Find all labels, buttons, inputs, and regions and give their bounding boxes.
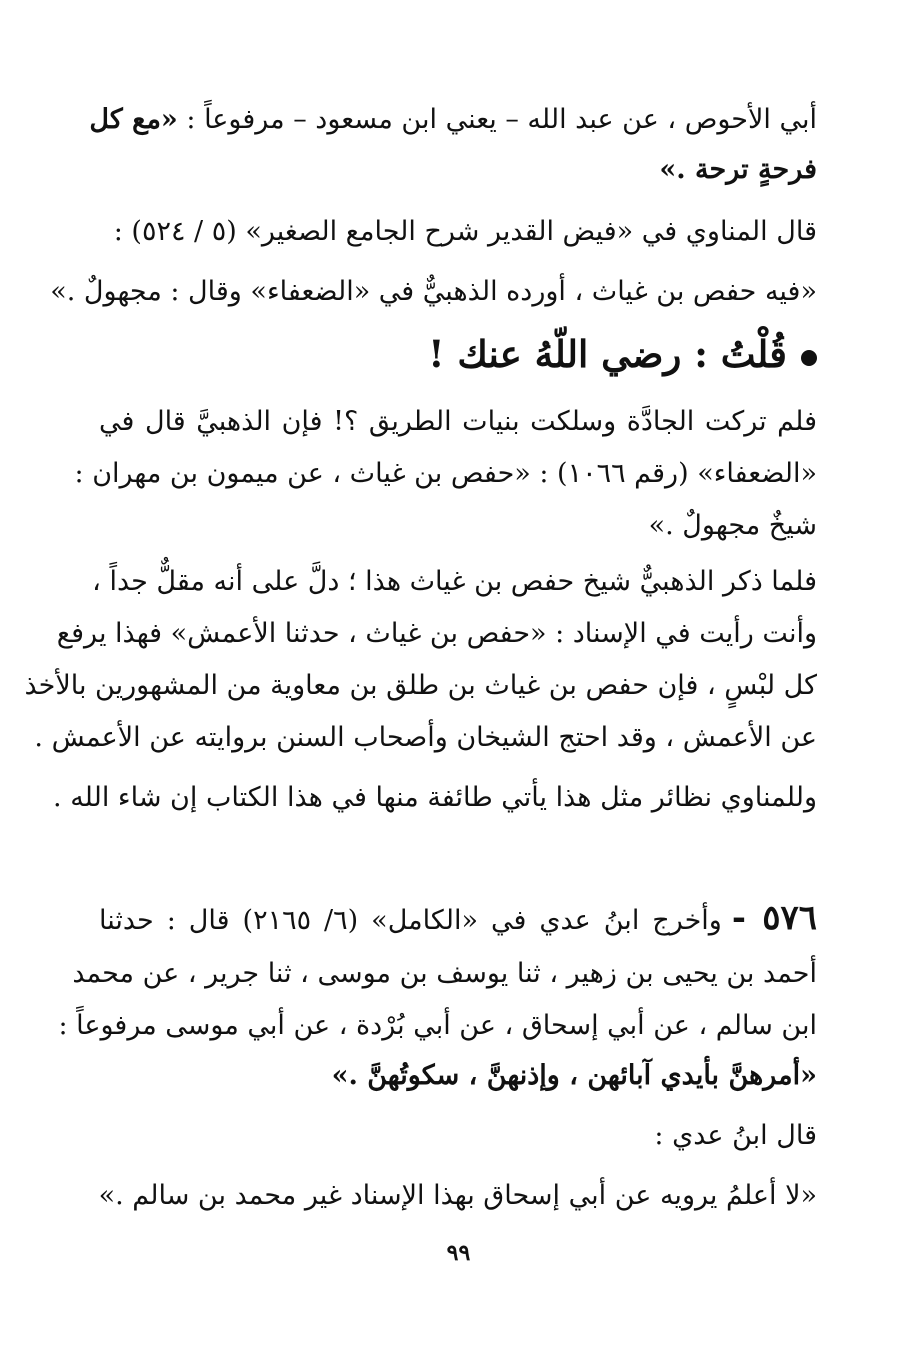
page-number: ٩٩ bbox=[446, 1240, 471, 1266]
text-line: شيخٌ مجهولٌ .» bbox=[648, 510, 817, 541]
bullet-icon bbox=[801, 350, 817, 366]
text-line: «لا أعلمُ يرويه عن أبي إسحاق بهذا الإسناد غير محمد بن سالم .» bbox=[98, 1180, 817, 1211]
quote-bold: «مع كل bbox=[89, 104, 178, 135]
text-line: أحمد بن يحيى بن زهير ، ثنا يوسف بن موسى ، ثنا جرير ، عن محمد bbox=[72, 958, 817, 989]
quote-bold-line: «أمرهنَّ بأيدي آبائهن ، وإذنهنَّ ، سكوتُهنَّ .» bbox=[331, 1060, 817, 1091]
text-line: «الضعفاء» (رقم ١٠٦٦) : «حفص بن غياث ، عن ميمون بن مهران : bbox=[74, 458, 817, 489]
text-line: فلم تركت الجادَّة وسلكت بنيات الطريق ؟! فإن الذهبيَّ قال في bbox=[99, 406, 817, 437]
text-line: وللمناوي نظائر مثل هذا يأتي طائفة منها في هذا الكتاب إن شاء الله . bbox=[53, 782, 817, 813]
text-run: أبي الأحوص ، عن عبد الله – يعني ابن مسعود – مرفوعاً : bbox=[177, 104, 817, 135]
text-line: عن الأعمش ، وقد احتج الشيخان وأصحاب السنن بروايته عن الأعمش . bbox=[34, 722, 817, 753]
heading-text: قُلْتُ : رضي اللّهُ عنك ! bbox=[428, 332, 787, 376]
text-line: فلما ذكر الذهبيٌّ شيخ حفص بن غياث هذا ؛ دلَّ على أنه مقلٌّ جداً ، bbox=[92, 566, 817, 597]
text-line bbox=[89, 98, 817, 142]
text-line: ابن سالم ، عن أبي إسحاق ، عن أبي بُرْدة ، عن أبي موسى مرفوعاً : bbox=[58, 1010, 817, 1041]
hadith-number: ٥٧٦ - bbox=[731, 898, 817, 938]
quote-bold-line: فرحةٍ ترحة .» bbox=[659, 154, 817, 185]
text-line: «فيه حفص بن غياث ، أورده الذهبيٌّ في «الضعفاء» وقال : مجهولٌ .» bbox=[50, 276, 817, 307]
hadith-first-line bbox=[99, 896, 817, 940]
section-heading bbox=[99, 326, 817, 382]
text-run: وأخرج ابنُ عدي في «الكامل» (٦/ ٢١٦٥) قال : حدثنا bbox=[99, 905, 722, 936]
text-line: قال المناوي في «فيض القدير شرح الجامع الصغير» (٥ / ٥٢٤) : bbox=[113, 216, 817, 247]
text-line: كل لبْسٍ ، فإن حفص بن غياث بن طلق بن معاوية من المشهورين بالأخذ bbox=[24, 670, 817, 701]
text-line: قال ابنُ عدي : bbox=[654, 1120, 817, 1151]
text-line: وأنت رأيت في الإسناد : «حفص بن غياث ، حدثنا الأعمش» فهذا يرفع bbox=[56, 618, 817, 649]
